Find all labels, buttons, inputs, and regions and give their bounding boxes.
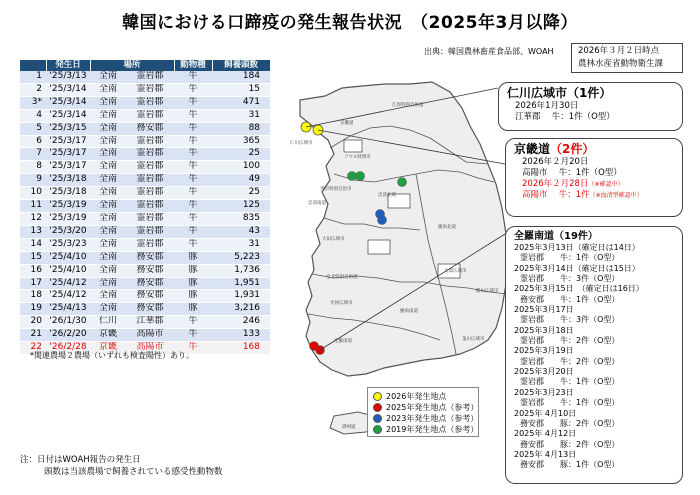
- cell-head-count: 31: [212, 109, 270, 122]
- legend-item-2025: 2025年発生地点（参考）: [373, 402, 473, 413]
- cell-head-count: 25: [212, 187, 270, 200]
- cell-species: 牛: [174, 148, 212, 161]
- cell-no: 19: [20, 303, 46, 316]
- table-row: [20, 303, 270, 316]
- label-busan: 釜山広域市: [462, 337, 485, 342]
- cell-head-count: 43: [212, 225, 270, 238]
- cell-date: '25/4/10: [46, 264, 90, 277]
- callout-jeonnam-detail: 霊岩郡 牛：2件（O型）: [520, 336, 620, 346]
- cell-head-count: 31: [212, 238, 270, 251]
- callout-gyeonggi: [505, 138, 683, 217]
- outbreak-table: [20, 60, 271, 355]
- label-daejeon: 大田広域市: [322, 237, 345, 242]
- callout-jeonnam-detail: 霊岩郡 牛：3件（O型）: [520, 315, 620, 325]
- cell-date: '25/3/14: [46, 109, 90, 122]
- cell-date: '25/3/18: [46, 174, 90, 187]
- cell-head-count: 168: [212, 342, 270, 355]
- callout-jeonnam-detail: 霊岩郡 牛：1件（O型）: [520, 377, 620, 387]
- callout-gyeonggi-title: 京畿道（2件）: [514, 142, 595, 156]
- footnote-line-2: 頭数は当該農場で飼養されている感受性動物数: [44, 467, 223, 477]
- cell-no: 15: [20, 251, 46, 264]
- table-row: [20, 187, 270, 200]
- cell-no: 21: [20, 329, 46, 342]
- cell-prefecture: 全南: [90, 135, 126, 148]
- cell-species: 牛: [174, 342, 212, 355]
- cell-prefecture: 全南: [90, 187, 126, 200]
- table-row: [20, 290, 270, 303]
- table-note: *関連農場２農場（いずれも検査陽性）あり。: [30, 351, 194, 360]
- cell-no: 6: [20, 135, 46, 148]
- cell-species: 牛: [174, 109, 212, 122]
- cell-prefecture: 仁川: [90, 316, 126, 329]
- cell-species: 牛: [174, 316, 212, 329]
- cell-no: 14: [20, 238, 46, 251]
- cell-prefecture: 京畿: [90, 329, 126, 342]
- cell-head-count: 1,951: [212, 277, 270, 290]
- cell-date: '25/3/17: [46, 148, 90, 161]
- cell-date: '25/3/18: [46, 187, 90, 200]
- header-head-count: 飼養頭数: [212, 60, 270, 71]
- marker-2023-b: [378, 216, 387, 225]
- cell-date: '25/3/20: [46, 225, 90, 238]
- header-species: 動物種: [174, 60, 212, 71]
- callout-jeonnam-date: 2025年3月23日: [514, 387, 574, 397]
- callout-jeonnam-date: 2025年 4月13日: [514, 449, 577, 459]
- cell-head-count: 5,223: [212, 251, 270, 264]
- cell-head-count: 1,736: [212, 264, 270, 277]
- cell-head-count: 88: [212, 122, 270, 135]
- cell-city: 江華郡: [126, 316, 174, 329]
- table-row: [20, 225, 270, 238]
- cell-prefecture: 全南: [90, 238, 126, 251]
- cell-no: 2: [20, 83, 46, 96]
- callout-incheon-detail: 江華郡 牛：1件（O型）: [515, 112, 615, 122]
- callout-jeonnam-date: 2025年3月14日（確定日は15日）: [514, 263, 640, 273]
- cell-prefecture: 全南: [90, 277, 126, 290]
- cell-prefecture: 全南: [90, 200, 126, 213]
- callout-jeonnam-detail: 務安郡 豚：2件（O型）: [520, 439, 620, 449]
- cell-date: '25/3/19: [46, 200, 90, 213]
- label-jeonnam: 全羅南道: [334, 339, 352, 344]
- source-text: 出典：韓国農林畜産食品部、WOAH: [424, 47, 554, 56]
- cell-city: 務安郡: [126, 303, 174, 316]
- cell-no: 13: [20, 225, 46, 238]
- cell-city: 霊岩郡: [126, 200, 174, 213]
- cell-head-count: 365: [212, 135, 270, 148]
- cell-prefecture: 全南: [90, 96, 126, 109]
- cell-prefecture: 全南: [90, 109, 126, 122]
- header-no: [20, 60, 46, 71]
- cell-no: 18: [20, 290, 46, 303]
- cell-species: 牛: [174, 122, 212, 135]
- callout-gyeonggi-detail1: 高陽市 牛：1件（O型）: [522, 168, 622, 178]
- cell-prefecture: 全南: [90, 174, 126, 187]
- callout-jeonnam-detail: 務安郡 牛：1件（O型）: [520, 294, 620, 304]
- table-row: [20, 329, 270, 342]
- table-row: [20, 238, 270, 251]
- table-row: [20, 83, 270, 96]
- cell-date: '25/4/12: [46, 277, 90, 290]
- cell-no: 1: [20, 71, 46, 83]
- cell-prefecture: 全南: [90, 225, 126, 238]
- cell-no: 12: [20, 212, 46, 225]
- table-row: [20, 212, 270, 225]
- cell-head-count: 15: [212, 83, 270, 96]
- cell-date: '25/3/23: [46, 238, 90, 251]
- table-row: [20, 71, 270, 83]
- cell-head-count: 246: [212, 316, 270, 329]
- callout-incheon-title: 仁川広域市（1件）: [507, 86, 612, 100]
- cell-no: 8: [20, 161, 46, 174]
- footnote-line-1: 注：日付はWOAH報告の発生日: [20, 455, 141, 465]
- callout-jeonnam-detail: 霊岩郡 牛：1件（O型）: [520, 253, 620, 263]
- legend-item-2023: 2023年発生地点（参考）: [373, 413, 473, 424]
- cell-date: '26/1/30: [46, 316, 90, 329]
- cell-head-count: 125: [212, 200, 270, 213]
- cell-date: '25/4/13: [46, 303, 90, 316]
- cell-city: 高陽市: [126, 342, 174, 355]
- red-dot-icon: [373, 403, 382, 412]
- label-gyeongnam: 慶尚南道: [400, 309, 418, 314]
- cell-prefecture: 全南: [90, 264, 126, 277]
- cell-prefecture: 京畿: [90, 342, 126, 355]
- cell-species: 牛: [174, 71, 212, 83]
- cell-no: 11: [20, 200, 46, 213]
- callout-jeonnam: [505, 226, 683, 484]
- cell-city: 霊岩郡: [126, 96, 174, 109]
- label-chungnam: 忠清南道: [308, 201, 326, 206]
- header-date: 発生日: [46, 60, 90, 71]
- cell-prefecture: 全南: [90, 212, 126, 225]
- table-row: [20, 161, 270, 174]
- cell-species: 豚: [174, 264, 212, 277]
- cell-city: 霊岩郡: [126, 109, 174, 122]
- table-row: [20, 96, 270, 109]
- cell-city: 霊岩郡: [126, 212, 174, 225]
- table-header-row: [20, 60, 270, 71]
- callout-jeonnam-detail: 霊岩郡 牛：3件（O型）: [520, 274, 620, 284]
- legend-item-2019: 2019年発生地点（参考）: [373, 424, 473, 435]
- table-row: [20, 316, 270, 329]
- green-dot-icon: [373, 425, 382, 434]
- cell-city: 務安郡: [126, 290, 174, 303]
- callout-jeonnam-detail: 務安郡 豚：1件（O型）: [520, 460, 620, 470]
- cell-species: 牛: [174, 200, 212, 213]
- cell-prefecture: 全南: [90, 303, 126, 316]
- callout-jeonnam-date: 2025年3月19日: [514, 346, 574, 356]
- cell-city: 霊岩郡: [126, 83, 174, 96]
- cell-no: 7: [20, 148, 46, 161]
- callout-jeonnam-detail: 霊岩郡 牛：2件（O型）: [520, 356, 620, 366]
- as-of-dept: 農林水産省動物衛生課: [578, 59, 664, 69]
- cell-date: '25/4/10: [46, 251, 90, 264]
- cell-head-count: 471: [212, 96, 270, 109]
- blue-dot-icon: [373, 414, 382, 423]
- cell-date: '25/3/17: [46, 161, 90, 174]
- cell-no: 16: [20, 264, 46, 277]
- cell-head-count: 25: [212, 148, 270, 161]
- callout-jeonnam-date: 2025年3月20日: [514, 367, 574, 377]
- cell-prefecture: 全南: [90, 290, 126, 303]
- cell-no: 10: [20, 187, 46, 200]
- seoul-region: [344, 140, 362, 152]
- cell-species: 豚: [174, 251, 212, 264]
- cell-city: 霊岩郡: [126, 238, 174, 251]
- cell-prefecture: 全南: [90, 122, 126, 135]
- cell-date: '25/3/14: [46, 83, 90, 96]
- callout-jeonnam-detail: 霊岩郡 牛：1件（O型）: [520, 398, 620, 408]
- cell-head-count: 835: [212, 212, 270, 225]
- cell-head-count: 100: [212, 161, 270, 174]
- label-seoul: ソウル特別市: [344, 155, 371, 160]
- callout-gyeonggi-detail2: 高陽市 牛：1件（※血清型確認中）: [522, 190, 643, 200]
- cell-date: '25/4/12: [46, 290, 90, 303]
- cell-prefecture: 全南: [90, 161, 126, 174]
- cell-no: 4: [20, 109, 46, 122]
- peninsula-outline: [300, 82, 508, 376]
- cell-no: 20: [20, 316, 46, 329]
- cell-date: '26/2/28: [46, 342, 90, 355]
- cell-city: 霊岩郡: [126, 135, 174, 148]
- table-row: [20, 174, 270, 187]
- cell-city: 霊岩郡: [126, 148, 174, 161]
- table-row: [20, 135, 270, 148]
- cell-no: 5: [20, 122, 46, 135]
- header-place: 場所: [90, 60, 174, 71]
- marker-2019-b: [356, 172, 365, 181]
- cell-head-count: 3,216: [212, 303, 270, 316]
- cell-species: 牛: [174, 329, 212, 342]
- as-of-box: [571, 43, 683, 73]
- cell-city: 務安郡: [126, 251, 174, 264]
- label-daegu: 大邱広域市: [444, 269, 467, 274]
- as-of-date: 2026年３月２日時点: [578, 46, 660, 56]
- label-gangwon: 江原特別自治道: [392, 103, 424, 108]
- gwangju-region: [368, 240, 390, 254]
- label-jeonbuk: 全北特別自治道: [326, 275, 358, 280]
- cell-date: '25/3/15: [46, 122, 90, 135]
- table-row: [20, 277, 270, 290]
- table-row: [20, 200, 270, 213]
- cell-species: 牛: [174, 225, 212, 238]
- callout-incheon: [498, 82, 683, 131]
- cell-city: 霊岩郡: [126, 71, 174, 83]
- cell-species: 牛: [174, 96, 212, 109]
- marker-2019-c: [398, 178, 407, 187]
- cell-species: 牛: [174, 212, 212, 225]
- cell-species: 牛: [174, 135, 212, 148]
- map-legend: [367, 387, 479, 437]
- table-row: [20, 122, 270, 135]
- callout-jeonnam-date: 2025年3月13日（確定日は14日）: [514, 243, 640, 252]
- cell-head-count: 133: [212, 329, 270, 342]
- cell-prefecture: 全南: [90, 251, 126, 264]
- label-jeju: 済州道: [342, 425, 356, 430]
- cell-no: 3*: [20, 96, 46, 109]
- yellow-dot-icon: [373, 392, 382, 401]
- callout-jeonnam-date: 2025年3月18日: [514, 325, 574, 335]
- cell-date: '25/3/14: [46, 96, 90, 109]
- label-sejong: 世宗特別自治市: [320, 187, 352, 192]
- cell-city: 務安郡: [126, 264, 174, 277]
- cell-species: 牛: [174, 174, 212, 187]
- callout-incheon-date: 2026年1月30日: [515, 101, 579, 111]
- callout-gyeonggi-date2: 2026年２月28日（※確認中）: [522, 179, 624, 189]
- cell-species: 豚: [174, 303, 212, 316]
- table-row: [20, 251, 270, 264]
- cell-date: '25/3/19: [46, 212, 90, 225]
- callout-jeonnam-date: 2025年3月17日: [514, 305, 574, 315]
- cell-city: 霊岩郡: [126, 187, 174, 200]
- cell-prefecture: 全南: [90, 83, 126, 96]
- cell-city: 霊岩郡: [126, 225, 174, 238]
- callout-jeonnam-date: 2025年 4月12日: [514, 429, 577, 439]
- cell-species: 牛: [174, 238, 212, 251]
- cell-no: 17: [20, 277, 46, 290]
- callout-jeonnam-date: 2025年3月15日 （確定日は16日）: [514, 284, 644, 294]
- cell-head-count: 184: [212, 71, 270, 83]
- cell-species: 牛: [174, 161, 212, 174]
- cell-prefecture: 全南: [90, 71, 126, 83]
- cell-species: 牛: [174, 187, 212, 200]
- cell-species: 豚: [174, 290, 212, 303]
- callout-jeonnam-date: 2025年 4月10日: [514, 408, 577, 418]
- cell-date: '25/3/17: [46, 135, 90, 148]
- cell-date: '25/3/13: [46, 71, 90, 83]
- label-gyeongbuk: 慶尚北道: [438, 225, 456, 230]
- cell-city: 霊岩郡: [126, 174, 174, 187]
- cell-head-count: 49: [212, 174, 270, 187]
- table-row: [20, 109, 270, 122]
- marker-2019-a: [348, 172, 357, 181]
- footnote: [20, 454, 223, 478]
- page-title: 韓国における口蹄疫の発生報告状況 （2025年3月以降）: [122, 13, 578, 33]
- cell-species: 豚: [174, 277, 212, 290]
- cell-city: 務安郡: [126, 122, 174, 135]
- label-gyeonggi: 京畿道: [340, 121, 354, 126]
- cell-city: 高陽市: [126, 329, 174, 342]
- callout-jeonnam-title: 全羅南道（19件）: [514, 231, 598, 242]
- cell-city: 霊岩郡: [126, 161, 174, 174]
- label-gwangju: 光州広域市: [330, 301, 353, 306]
- legend-item-2026: 2026年発生地点: [373, 391, 473, 402]
- label-chungbuk: 忠清北道: [378, 193, 396, 198]
- cell-prefecture: 全南: [90, 148, 126, 161]
- cell-no: 9: [20, 174, 46, 187]
- cell-head-count: 1,931: [212, 290, 270, 303]
- table-row: [20, 264, 270, 277]
- cell-no: 22: [20, 342, 46, 355]
- label-ulsan: 蔚山広域市: [476, 289, 499, 294]
- label-incheon: 仁川広域市: [290, 141, 313, 146]
- table-row: [20, 148, 270, 161]
- callout-jeonnam-detail: 務安郡 豚：2件（O型）: [520, 418, 620, 428]
- cell-species: 牛: [174, 83, 212, 96]
- cell-date: '26/2/20: [46, 329, 90, 342]
- callout-gyeonggi-date1: 2026年２月20日: [522, 157, 589, 167]
- cell-city: 務安郡: [126, 277, 174, 290]
